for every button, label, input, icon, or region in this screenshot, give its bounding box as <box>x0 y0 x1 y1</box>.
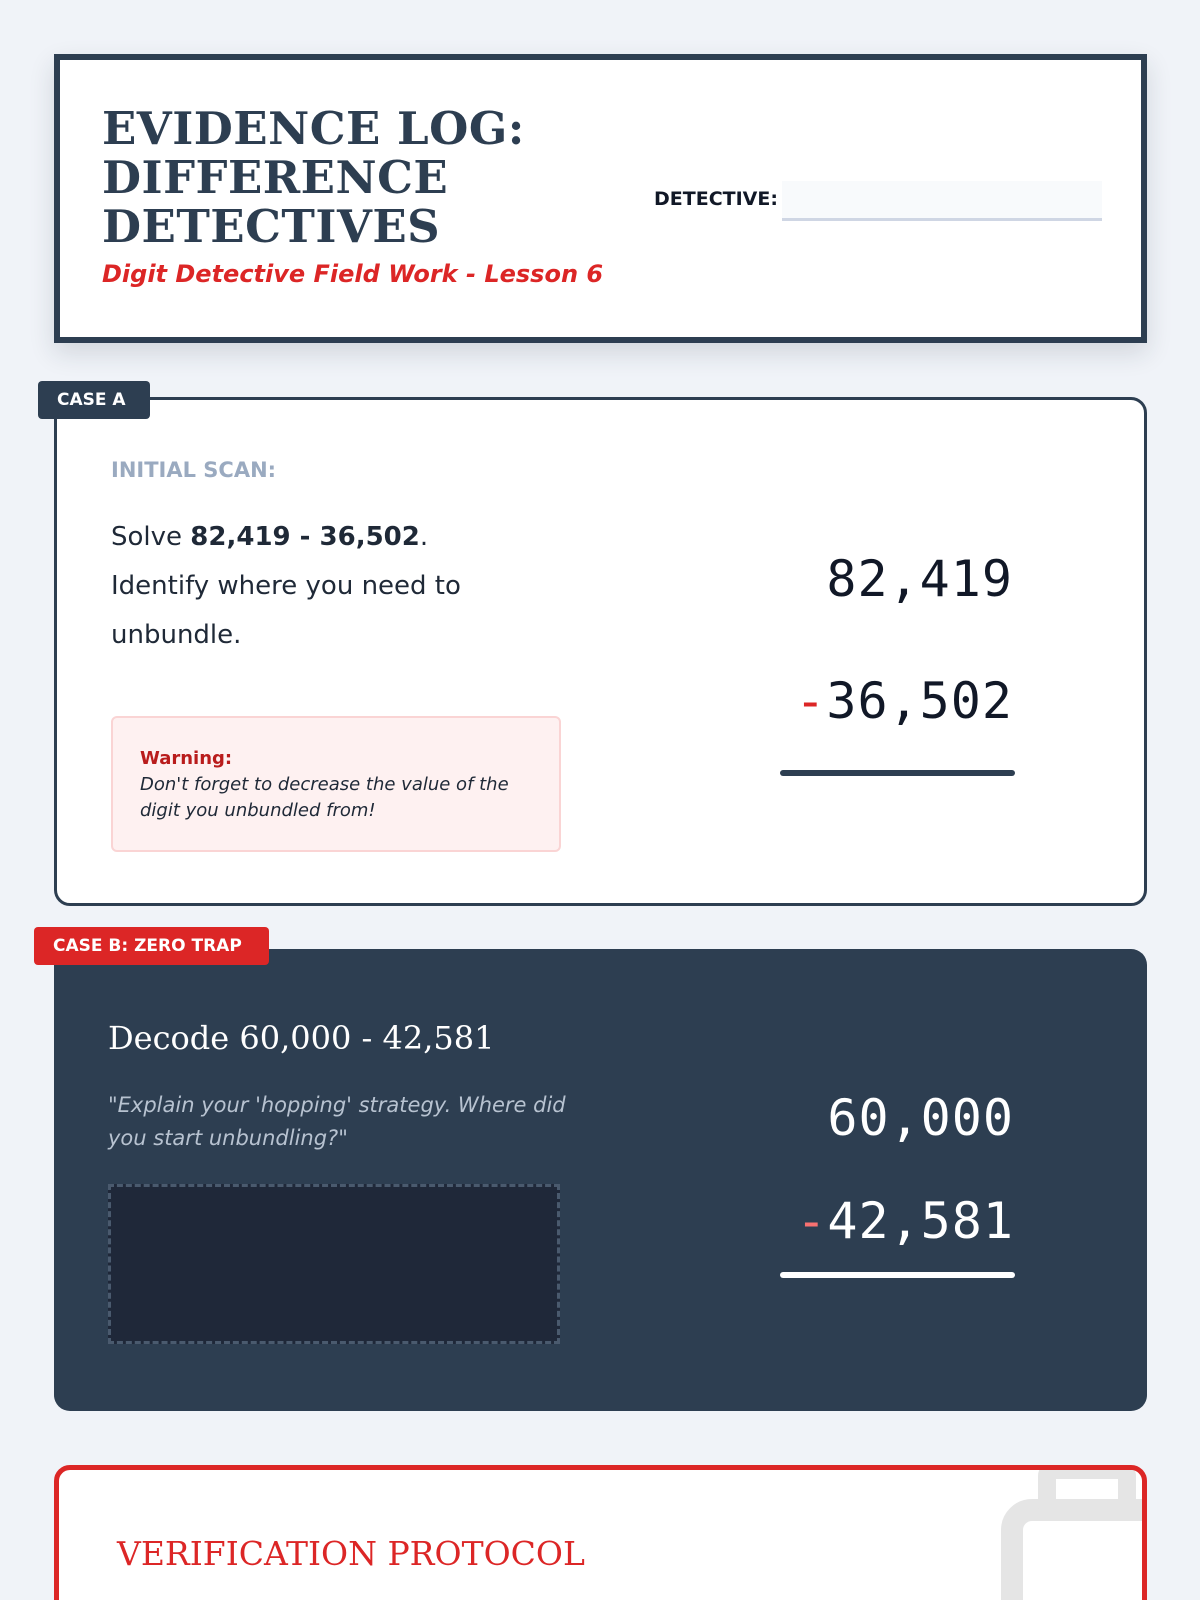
verification-card <box>54 1465 1147 1600</box>
verification-title: VERIFICATION PROTOCOL <box>117 1534 585 1573</box>
warning-title: Warning: <box>140 748 233 769</box>
prompt-suffix: . <box>419 522 429 552</box>
case-b-subtrahend-row <box>796 1192 1014 1250</box>
case-a-card <box>54 397 1147 906</box>
evidence-log-header <box>54 54 1147 343</box>
minus-sign: - <box>796 1192 828 1250</box>
case-b-tab: CASE B: ZERO TRAP <box>34 927 269 965</box>
warning-box <box>111 716 561 852</box>
case-b-minuend: 60,000 <box>827 1089 1014 1147</box>
detective-label: DETECTIVE: <box>654 188 778 210</box>
case-a-tab: CASE A <box>38 381 150 419</box>
minus-sign: - <box>795 672 827 730</box>
case-a-subtrahend-row <box>795 672 1013 730</box>
prompt-rest: Identify where you need to unbundle. <box>111 571 461 650</box>
initial-scan-label: INITIAL SCAN: <box>111 458 277 482</box>
case-b-heading: Decode 60,000 - 42,581 <box>108 1019 495 1057</box>
prompt-prefix: Solve <box>111 522 191 552</box>
answer-line <box>780 1272 1015 1278</box>
case-a-minuend: 82,419 <box>826 550 1013 608</box>
case-b-quote: "Explain your 'hopping' strategy. Where did you start unbundling?" <box>108 1093 566 1150</box>
explanation-answer-box[interactable] <box>108 1184 560 1344</box>
page-title: EVIDENCE LOG: DIFFERENCE DETECTIVES <box>102 102 525 253</box>
case-a-prompt <box>111 513 531 660</box>
clipboard-icon <box>992 1465 1147 1600</box>
answer-line <box>780 770 1015 776</box>
lesson-subtitle: Digit Detective Field Work - Lesson 6 <box>102 260 604 288</box>
warning-text: Don't forget to decrease the value of the digit you unbundled from! <box>140 774 509 821</box>
case-b-subtrahend: 42,581 <box>827 1192 1014 1250</box>
case-a-subtrahend: 36,502 <box>826 672 1013 730</box>
detective-name-input[interactable] <box>782 181 1102 221</box>
case-b-card <box>54 949 1147 1411</box>
prompt-expression: 82,419 - 36,502 <box>190 522 420 552</box>
